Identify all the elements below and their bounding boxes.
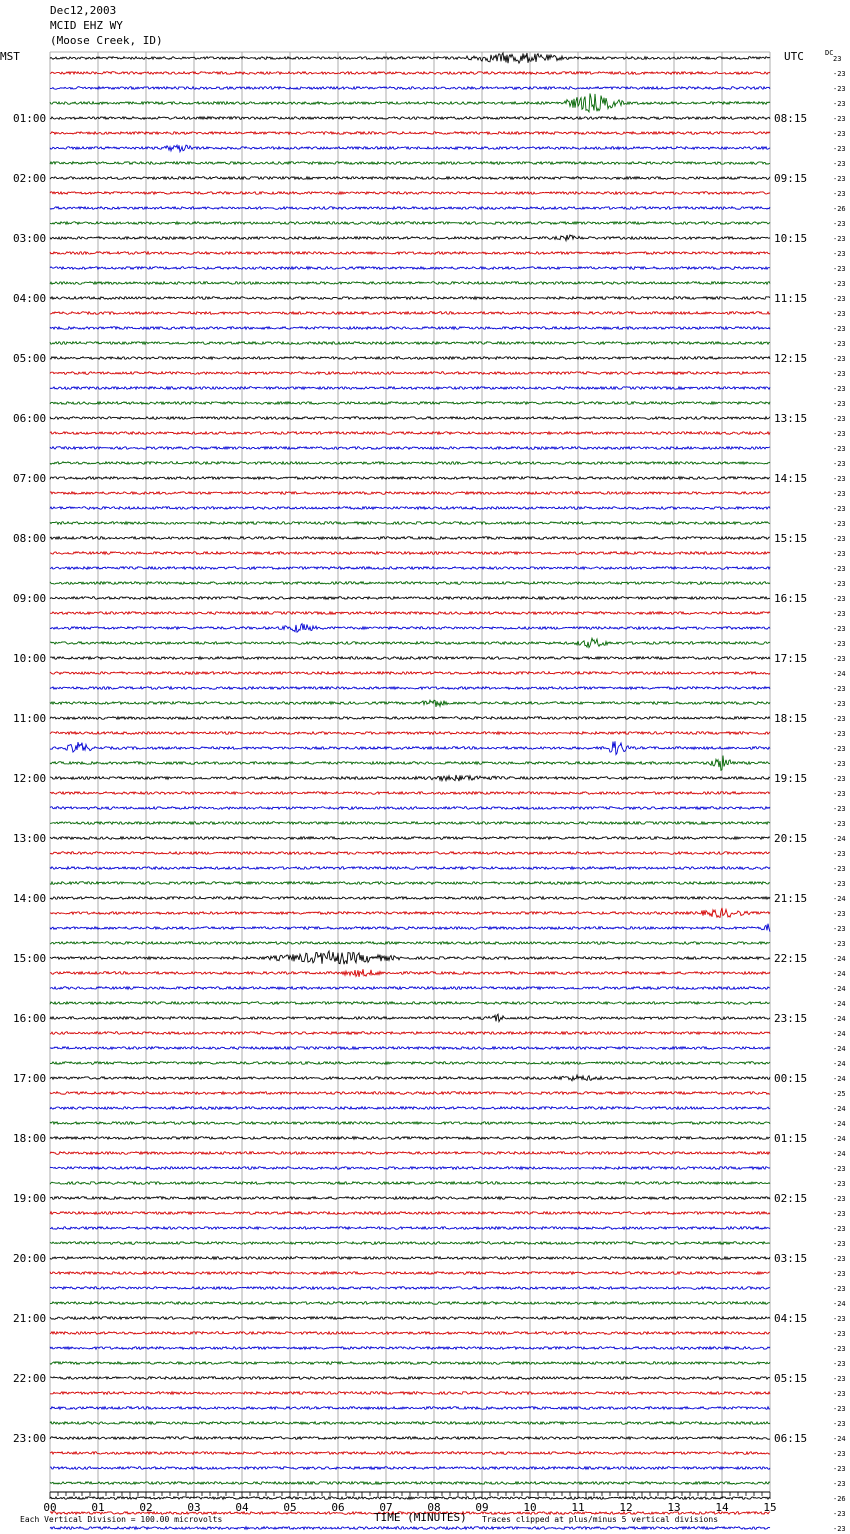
dc-offset-value: -23 [833,1330,846,1338]
dc-offset-value: -23 [833,85,846,93]
dc-offset-value: -23 [833,355,846,363]
seismic-trace [50,417,770,420]
dc-offset-value: -23 [833,190,846,198]
utc-hour-label: 08:15 [774,112,808,125]
seismic-trace [50,342,770,345]
seismic-trace [50,507,770,510]
seismic-trace [50,1452,770,1455]
mst-hour-label: 15:00 [13,952,47,965]
seismic-trace [50,792,770,795]
seismic-trace [50,327,770,330]
dc-offset-value: -23 [833,1450,846,1458]
seismic-trace [50,1062,770,1065]
dc-offset-value: -23 [833,220,846,228]
dc-offset-value: -23 [833,280,846,288]
x-tick-label: 11 [571,1501,585,1514]
dc-offset-value: -23 [833,460,846,468]
dc-offset-value: -23 [833,430,846,438]
seismic-trace [50,807,770,810]
dc-offset-value: -23 [833,1360,846,1368]
x-tick-label: 03 [187,1501,201,1514]
dc-offset-value: -23 [833,1345,846,1353]
x-tick-label: 04 [235,1501,249,1514]
seismic-trace [50,462,770,465]
x-tick-label: 09 [475,1501,489,1514]
dc-offset-value: -23 [833,1165,846,1173]
dc-offset-value: -23 [833,340,846,348]
utc-hour-label: 18:15 [774,712,808,725]
seismic-trace [50,717,770,720]
seismic-trace [50,1302,770,1305]
seismic-trace [50,582,770,585]
seismic-trace [50,942,770,945]
mst-hour-label: 14:00 [13,892,47,905]
dc-offset-value: -23 [833,295,846,303]
dc-offset-value: -23 [833,520,846,528]
seismic-trace [50,387,770,390]
seismic-trace [50,624,770,633]
dc-offset-value: -24 [833,1015,846,1023]
seismic-trace [50,282,770,285]
seismic-trace [50,72,770,75]
seismic-trace [50,552,770,555]
dc-offset-value: -23 [833,505,846,513]
seismic-trace [50,775,770,781]
dc-offset-value: -23 [833,1390,846,1398]
seismic-trace [50,477,770,480]
utc-hour-label: 20:15 [774,832,808,845]
seismic-trace [50,222,770,225]
seismic-trace [50,537,770,540]
dc-offset-value: -23 [833,1270,846,1278]
dc-offset-value: -23 [833,1285,846,1293]
dc-offset-value: -23 [833,475,846,483]
scale-note: Each Vertical Division = 100.00 microvolts [20,1515,223,1524]
utc-hour-label: 22:15 [774,952,808,965]
dc-offset-value: -24 [833,1120,846,1128]
dc-offset-value: -23 [833,370,846,378]
seismic-trace [50,1347,770,1350]
seismic-trace [50,522,770,525]
dc-offset-value: -23 [833,70,846,78]
dc-offset-value: -23 [833,445,846,453]
dc-offset-value: -23 [833,580,846,588]
seismic-trace [50,924,770,932]
x-tick-label: 13 [667,1501,681,1514]
x-tick-label: 08 [427,1501,441,1514]
dc-offset-value: -23 [833,565,846,573]
mst-hour-label: 16:00 [13,1012,47,1025]
utc-hour-label: 04:15 [774,1312,808,1325]
dc-offset-value: -23 [833,250,846,258]
seismic-trace [50,1182,770,1185]
dc-offset-value: -23 [833,805,846,813]
mst-hour-label: 13:00 [13,832,47,845]
utc-hour-label: 03:15 [774,1252,808,1265]
mst-hour-label: 12:00 [13,772,47,785]
utc-hour-label: 10:15 [774,232,808,245]
dc-offset-value: -26 [833,1495,846,1503]
seismic-trace [50,1332,770,1335]
utc-hour-label: 17:15 [774,652,808,665]
dc-offset-value: -24 [833,1045,846,1053]
seismic-trace [50,1257,770,1260]
seismic-trace [50,672,770,675]
dc-offset-value: -24 [833,955,846,963]
dc-offset-value: -23 [833,940,846,948]
dc-offset-value: -23 [833,760,846,768]
dc-offset-value: -23 [833,790,846,798]
mst-hour-label: 20:00 [13,1252,47,1265]
dc-offset-value: -24 [833,895,846,903]
dc-offset-value: -24 [833,1105,846,1113]
seismic-trace [50,700,770,707]
seismic-trace [50,1527,770,1530]
seismic-trace [50,822,770,825]
seismic-trace [50,1272,770,1275]
seismic-trace [50,1122,770,1125]
seismic-trace [50,357,770,360]
seismic-trace [50,1287,770,1290]
seismic-trace [50,1032,770,1035]
seismic-trace [50,1075,770,1081]
dc-offset-value: -23 [833,745,846,753]
utc-hour-label: 06:15 [774,1432,808,1445]
seismic-trace [50,1002,770,1005]
dc-offset-value: -23 [833,550,846,558]
utc-hour-label: 02:15 [774,1192,808,1205]
dc-offset-value: -23 [833,1225,846,1233]
seismic-trace [50,1047,770,1050]
dc-offset-value: -23 [833,865,846,873]
dc-offset-value: -23 [833,1525,846,1533]
dc-offset-column [13,55,846,1534]
utc-hour-label: 16:15 [774,592,808,605]
dc-offset-value: -23 [833,130,846,138]
x-tick-label: 01 [91,1501,105,1514]
dc-offset-value: -24 [833,1030,846,1038]
dc-offset-value: -23 [833,415,846,423]
dc-offset-value: -23 [833,640,846,648]
dc-offset-value: -23 [833,595,846,603]
mst-hour-label: 09:00 [13,592,47,605]
dc-offset-value: -24 [833,1435,846,1443]
dc-offset-value: -23 [833,100,846,108]
dc-offset-value: -24 [833,670,846,678]
mst-hour-label: 23:00 [13,1432,47,1445]
dc-offset-value: -23 [833,1195,846,1203]
dc-offset-value: -23 [833,715,846,723]
x-tick-label: 10 [523,1501,537,1514]
seismic-trace [50,145,770,152]
mst-hour-label: 01:00 [13,112,47,125]
dc-offset-value: -23 [833,385,846,393]
dc-offset-value: -23 [833,655,846,663]
seismic-trace [50,1497,770,1500]
seismic-trace [50,897,770,900]
seismic-trace [50,969,770,977]
seismic-trace [50,297,770,300]
dc-offset-value: -23 [833,145,846,153]
seismic-trace [50,87,770,90]
seismic-trace [50,1422,770,1425]
seismic-trace [50,53,770,63]
seismic-trace [50,312,770,315]
dc-offset-value: -23 [833,625,846,633]
utc-hour-label: 15:15 [774,532,808,545]
seismic-trace [50,1242,770,1245]
utc-hour-label: 00:15 [774,1072,808,1085]
seismic-trace [50,1362,770,1365]
dc-offset-value: -23 [833,310,846,318]
seismic-trace [50,1092,770,1095]
mst-hour-label: 08:00 [13,532,47,545]
dc-offset-value: -23 [833,265,846,273]
dc-offset-value: -24 [833,1135,846,1143]
utc-hour-label: 14:15 [774,472,808,485]
x-tick-label: 06 [331,1501,345,1514]
utc-hour-label: 12:15 [774,352,808,365]
dc-offset-value: -23 [833,685,846,693]
seismic-trace [50,567,770,570]
utc-hour-label: 11:15 [774,292,808,305]
x-tick-label: 05 [283,1501,297,1514]
seismic-trace [50,837,770,840]
dc-offset-value: -24 [833,1000,846,1008]
plot-date: Dec12,2003 [50,4,117,17]
seismic-trace [50,447,770,450]
seismic-trace [50,987,770,990]
seismic-trace [50,492,770,495]
x-tick-label: 15 [763,1501,777,1514]
dc-offset-value: -24 [833,1300,846,1308]
seismic-trace [50,93,770,111]
seismic-trace [50,657,770,660]
seismic-trace [50,756,770,771]
dc-offset-value: -23 [833,325,846,333]
x-tick-label: 14 [715,1501,729,1514]
mst-hour-label: 04:00 [13,292,47,305]
dc-offset-value: -23 [833,730,846,738]
dc-offset-value: -24 [833,1150,846,1158]
seismic-trace [50,252,770,255]
dc-offset-value: -26 [833,205,846,213]
dc-offset-value: -23 [833,1210,846,1218]
mst-hour-label: 06:00 [13,412,47,425]
dc-offset-value: -23 [833,700,846,708]
seismic-trace [50,1152,770,1155]
mst-hour-label: 02:00 [13,172,47,185]
dc-offset-value: -23 [833,1510,846,1518]
seismic-trace [50,852,770,855]
seismic-trace [50,192,770,195]
seismic-trace [50,1407,770,1410]
seismic-trace [50,117,770,120]
dc-offset-value: -24 [833,1075,846,1083]
seismic-trace [50,162,770,165]
seismic-trace [50,638,770,647]
seismic-trace [50,908,770,918]
seismic-trace [50,402,770,405]
mst-hour-label: 05:00 [13,352,47,365]
clip-note: Traces clipped at plus/minus 5 vertical divisions [482,1515,719,1524]
x-axis-title: TIME (MINUTES) [374,1511,467,1524]
seismic-trace [50,132,770,135]
utc-hour-label: 19:15 [774,772,808,785]
dc-offset-value: -23 [833,850,846,858]
seismic-trace [50,741,770,754]
seismic-trace [50,267,770,270]
utc-hour-label: 09:15 [774,172,808,185]
seismic-trace [50,235,770,241]
seismic-trace [50,1482,770,1485]
seismic-trace [50,207,770,210]
seismic-trace [50,951,770,964]
mst-hour-label: 21:00 [13,1312,47,1325]
dc-offset-value: -23 [833,1255,846,1263]
dc-offset-value: -23 [833,1375,846,1383]
dc-offset-value: -25 [833,1090,846,1098]
seismic-trace [50,1317,770,1320]
seismic-trace [50,1167,770,1170]
dc-offset-value: -23 [833,775,846,783]
utc-hour-label: 01:15 [774,1132,808,1145]
mst-label: MST [0,50,20,63]
seismic-trace [50,372,770,375]
dc-offset-value: -23 [833,610,846,618]
seismic-trace [50,1392,770,1395]
dc-label: DC [825,49,834,57]
mst-hour-label: 18:00 [13,1132,47,1145]
dc-offset-value: -23 [833,1240,846,1248]
utc-hour-label: 05:15 [774,1372,808,1385]
dc-offset-value: -23 [833,115,846,123]
seismic-trace [50,1137,770,1140]
mst-hour-label: 03:00 [13,232,47,245]
dc-offset-value: -24 [833,985,846,993]
dc-offset-value: -23 [833,1180,846,1188]
x-tick-label: 02 [139,1501,153,1514]
dc-offset-value: -23 [833,400,846,408]
x-tick-label: 07 [379,1501,393,1514]
station-location: (Moose Creek, ID) [50,34,163,47]
seismic-trace [50,1437,770,1440]
dc-offset-value: -23 [833,910,846,918]
dc-offset-value: -23 [833,1420,846,1428]
dc-offset-value: -24 [833,1060,846,1068]
seismic-trace [50,1227,770,1230]
seismic-trace [50,867,770,870]
seismic-trace [50,597,770,600]
seismic-trace [50,1107,770,1110]
utc-hour-label: 13:15 [774,412,808,425]
dc-offset-value: -24 [833,970,846,978]
seismic-trace [50,1197,770,1200]
seismic-trace [50,687,770,690]
seismic-traces [50,53,770,1534]
seismic-trace [50,1014,770,1021]
utc-hour-label: 23:15 [774,1012,808,1025]
seismic-trace [50,1212,770,1215]
dc-offset-value: -23 [833,490,846,498]
dc-offset-value: -23 [833,1480,846,1488]
mst-hour-label: 17:00 [13,1072,47,1085]
seismic-trace [50,732,770,735]
seismic-trace [50,432,770,435]
mst-hour-label: 11:00 [13,712,47,725]
mst-hour-label: 10:00 [13,652,47,665]
seismic-trace [50,612,770,615]
dc-offset-value: -23 [833,1405,846,1413]
dc-offset-value: -23 [833,820,846,828]
mst-hour-label: 22:00 [13,1372,47,1385]
utc-label: UTC [784,50,804,63]
dc-offset-value: -23 [833,880,846,888]
seismic-trace [50,882,770,885]
x-tick-label: 00 [43,1501,57,1514]
mst-hour-label: 07:00 [13,472,47,485]
seismic-trace [50,1467,770,1470]
dc-offset-value: -23 [833,925,846,933]
mst-hour-label: 19:00 [13,1192,47,1205]
dc-offset-value: 23 [833,55,842,63]
seismic-trace [50,1377,770,1380]
dc-offset-value: -23 [833,535,846,543]
station-code: MCID EHZ WY [50,19,123,32]
dc-offset-value: -23 [833,175,846,183]
x-tick-label: 12 [619,1501,633,1514]
dc-offset-value: -23 [833,1465,846,1473]
dc-offset-value: -23 [833,1315,846,1323]
seismic-trace [50,177,770,180]
dc-offset-value: -23 [833,235,846,243]
dc-offset-value: -23 [833,160,846,168]
utc-hour-label: 21:15 [774,892,808,905]
dc-offset-value: -24 [833,835,846,843]
